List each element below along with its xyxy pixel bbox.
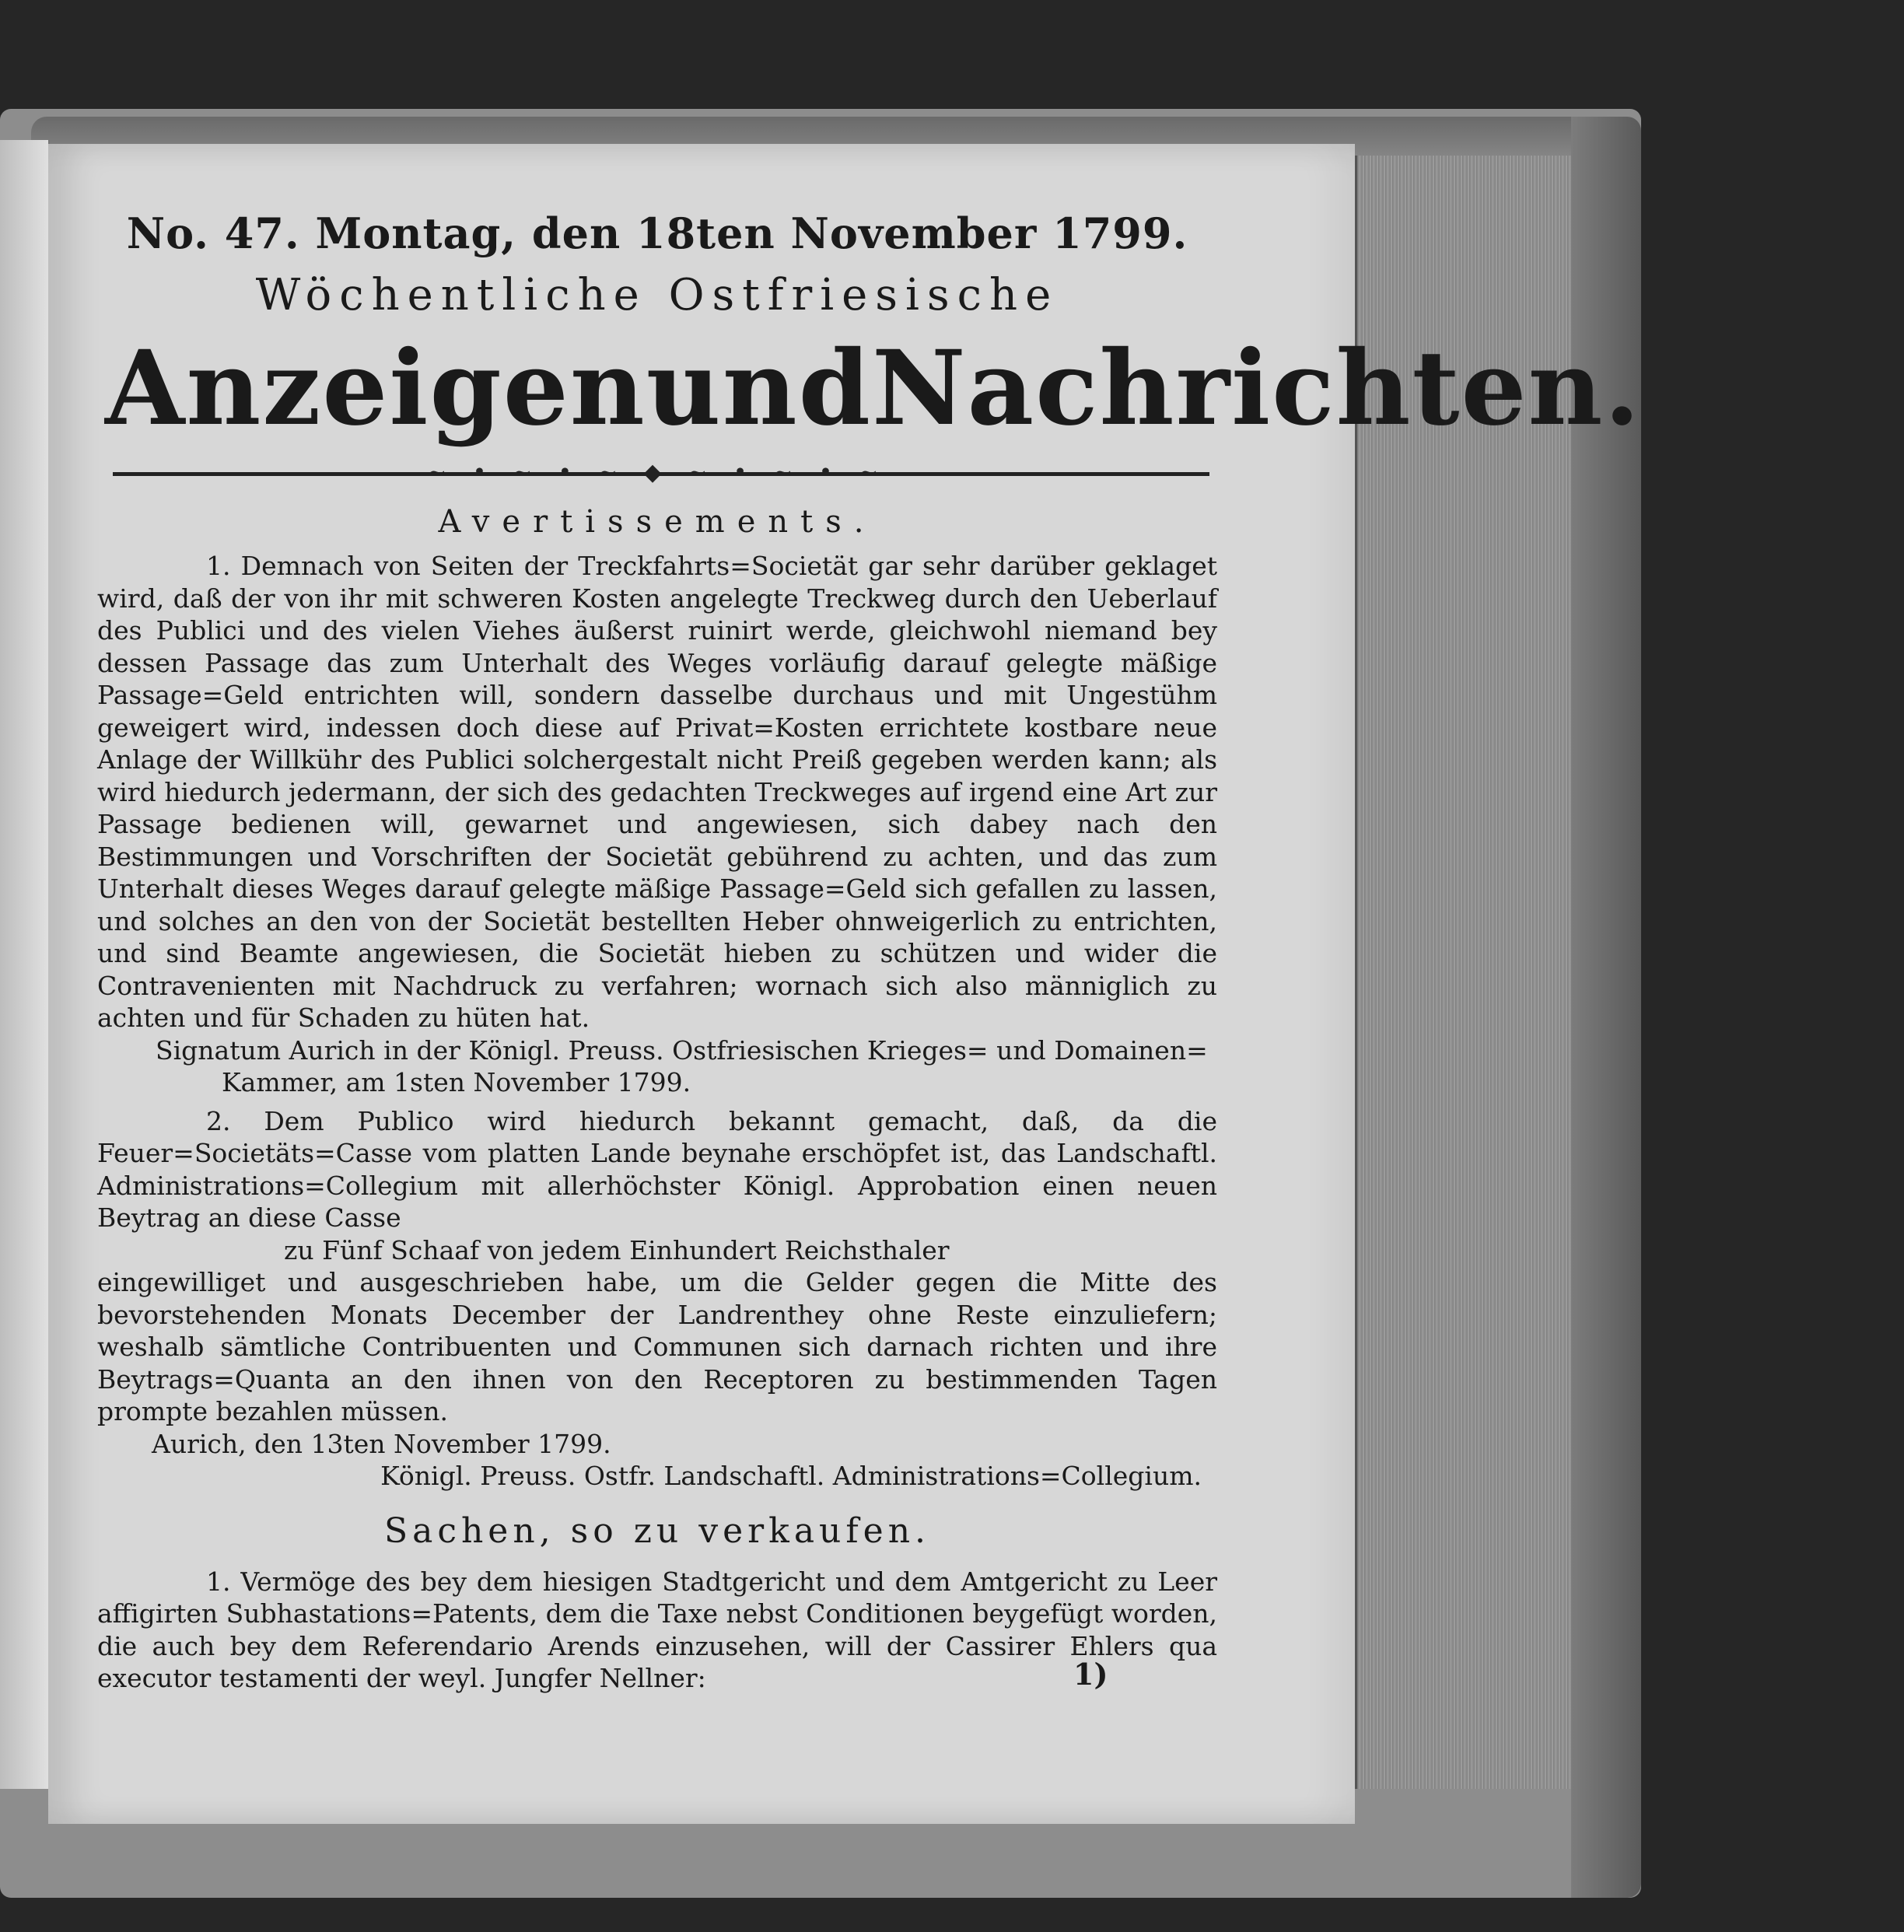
- signature-1-line-1: Signatum Aurich in der Königl. Preuss. Ostfriesischen Krieges= und Domainen=: [156, 1034, 1208, 1066]
- section-heading: Avertissements.: [438, 504, 877, 540]
- signature-1: [97, 1034, 1217, 1099]
- notice-2-date: Aurich, den 13ten November 1799.: [152, 1428, 611, 1459]
- ornamental-rule: [97, 455, 1217, 492]
- sub-heading: Sachen, so zu verkaufen.: [383, 1510, 931, 1551]
- notice-2-amount: zu Fünf Schaaf von jedem Einhundert Reichsthaler: [284, 1234, 950, 1265]
- title-word-3: Nachrichten.: [871, 328, 1642, 449]
- subtitle: Wöchentliche Ostfriesische: [255, 270, 1059, 320]
- masthead: No. 47. Montag, den 18ten November 1799.: [126, 208, 1188, 258]
- notice-1: 1. Demnach von Seiten der Treckfahrts=Societät gar sehr darüber geklaget wird, daß der von ihr mit schweren Kosten angelegte Treckweg durch den Ueberlauf des Publici und des vielen Viehes äußerst ruinirt werde, gleichwohl niemand bey dessen Passage das zum Unterhalt des Weges vorläufig darauf gelegte mäßige Passage=Geld entrichten will, sondern dasselbe durchaus und mit Ungestühm geweigert wird, indessen doch diese auf Privat=Kosten errichtete kostbare neue Anlage der Willkühr des Publici solchergestalt nicht Preiß gegeben werden kann; als wird hiedurch jedermann, der sich des gedachten Treckweges auf irgend eine Art zur Passage bedienen will, gewarnet und angewiesen, sich dabey nach den Bestimmungen und Vorschriften der Societät gebührend zu achten, und das zum Unterhalt dieses Weges darauf gelegte mäßige Passage=Geld sich gefallen zu lassen, und solches an den von der Societät bestellten Heber ohnweigerlich zu entrichten, und sind Beamte angewiesen, die Societät hieben zu schützen und wider die Contravenienten mit Nachdruck zu verfahren; wornach sich also männiglich zu achten und für Schaden zu hüten hat.: [97, 551, 1217, 1033]
- page-content: [97, 206, 1642, 1695]
- ornament-flourish: ~ • ~ • ~ ◆ ~ • ~ • ~: [426, 459, 888, 486]
- notice-2-start: 2. Dem Publico wird hiedurch bekannt gemacht, daß, da die Feuer=Societäts=Casse vom platten Lande beynahe erschöpfet ist, das Landschaftl. Administrations=Collegium mit allerhöchster Königl. Approbation einen neuen Beytrag an diese Casse: [97, 1105, 1217, 1233]
- signature-1-line-2: Kammer, am 1sten November 1799.: [222, 1067, 691, 1097]
- facing-page-edge: [0, 140, 50, 1789]
- notice-3: 1. Vermöge des bey dem hiesigen Stadtgericht und dem Amtgericht zu Leer affigirten Subhastations=Patents, dem die Taxe nebst Conditionen beygefügt worden, die auch bey dem Referendario Arends einzusehen, will der Cassirer Ehlers qua executor testamenti der weyl. Jungfer Nellner:: [97, 1566, 1217, 1693]
- signature-2: Königl. Preuss. Ostfr. Landschaftl. Administrations=Collegium.: [380, 1461, 1202, 1491]
- notice-2-end: eingewilliget und ausgeschrieben habe, um die Gelder gegen die Mitte des bevorstehenden Monats December der Landrenthey ohne Reste einzuliefern; weshalb sämtliche Contribuenten und Communen sich darnach richten und ihre Beytrags=Quanta an den ihnen von den Receptoren zu bestimmenden Tagen prompte bezahlen müssen.: [97, 1267, 1217, 1426]
- title-word-2: und: [646, 328, 872, 449]
- title-word-1: Anzeigen: [105, 328, 646, 449]
- newspaper-title: [97, 328, 1642, 449]
- catchword: 1): [1073, 1657, 1108, 1692]
